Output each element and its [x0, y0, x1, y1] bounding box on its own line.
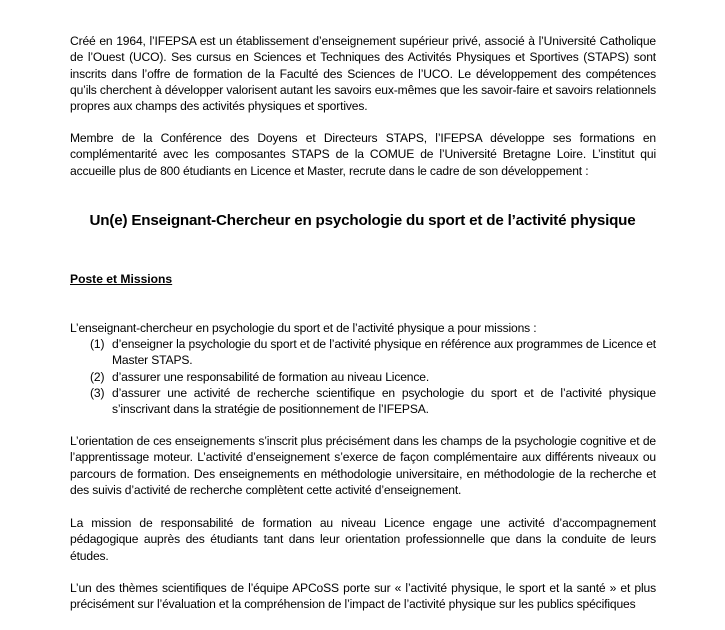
responsibility-paragraph: La mission de responsabilité de formation au niveau Licence engage une activité d’accompagnement pédagogique auprès des étudiants tant dans leur orientation professionnelle que dans la conduite de leurs études. — [70, 516, 656, 563]
member-paragraph: Membre de la Conférence des Doyens et Directeurs STAPS, l’IFEPSA développe ses formations en complémentarité avec les composantes STAPS de la COMUE de l’Université Bretagne Loire. L’institut qui accueille plus de 800 étudiants en Licence et Master, recrute dans le cadre de son développement : — [70, 131, 656, 178]
section-heading-poste-missions: Poste et Missions — [70, 272, 173, 286]
intro-paragraph: Créé en 1964, l’IFEPSA est un établissement d’enseignement supérieur privé, associé à l’Université Catholique de l’Ouest (UCO). Ses cursus en Sciences et Techniques des Activités Physiques et Sportives (STAPS) sont inscrits dans l’offre de formation de la Faculté des Sciences de l’UCO. Le développement des compétences qu’ils cherchent à développer valorisent autant les savoirs eux-mêmes que les savoir-faire et savoirs relationnels propres aux champs des activités physiques et sportives. — [70, 34, 656, 114]
list-item-number: (1) — [90, 337, 105, 351]
job-title: Un(e) Enseignant-Chercheur en psychologie du sport et de l’activité physique — [89, 212, 636, 229]
list-item-number: (2) — [90, 369, 105, 384]
orientation-paragraph: L’orientation de ces enseignements s’inscrit plus précisément dans les champs de la psychologie cognitive et de l’apprentissage moteur. L’activité d’enseignement s’exerce de façon complémentaire aux différents niveaux ou parcours de formation. Des enseignements en méthodologie universitaire, en méthodologie de la recherche et des suivis d’activité de recherche complètent cette activité d’enseignement. — [70, 434, 656, 497]
missions-list — [90, 336, 656, 417]
list-item-text: d’enseigner la psychologie du sport et de l’activité physique en référence aux programmes de Licence et Master STAPS. — [112, 337, 656, 368]
list-item-text: d’assurer une activité de recherche scientifique en psychologie du sport et de l’activité physique s’inscrivant dans la stratégie de positionnement de l’IFEPSA. — [112, 385, 656, 417]
themes-paragraph: L’un des thèmes scientifiques de l’équipe APCoSS porte sur « l’activité physique, le sport et la santé » et plus précisément sur l’évaluation et la compréhension de l’impact de l’activité physique sur les publics spécifiques — [70, 581, 656, 612]
missions-intro-paragraph: L’enseignant-chercheur en psychologie du sport et de l’activité physique a pour missions : — [70, 321, 537, 335]
list-item — [90, 369, 656, 385]
list-item-text: d’assurer une responsabilité de formation au niveau Licence. — [112, 369, 430, 384]
list-item-number: (3) — [90, 385, 105, 400]
list-item — [90, 336, 656, 369]
list-item — [90, 385, 656, 418]
